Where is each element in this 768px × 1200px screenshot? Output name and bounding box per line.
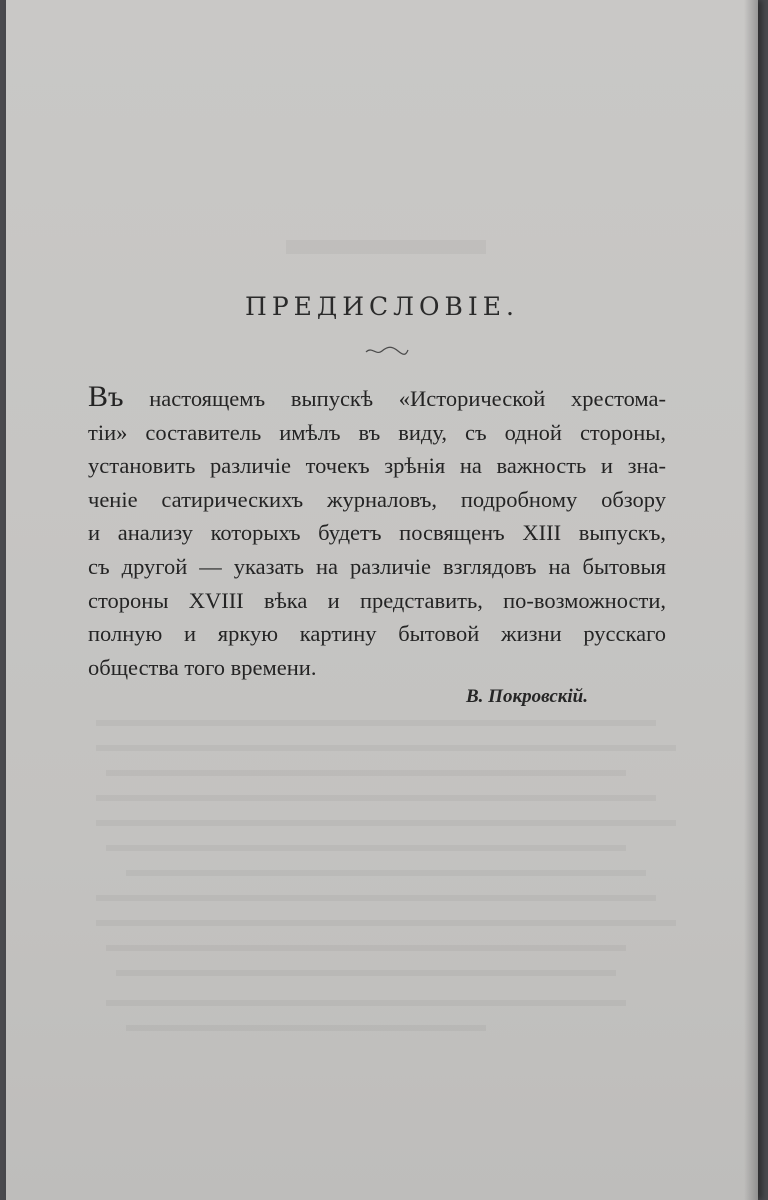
preface-paragraph: [88, 382, 666, 684]
paragraph-line: и анализу которыхъ будетъ посвященъ XIII выпускъ,: [88, 520, 666, 546]
ornament-flourish: [364, 346, 410, 356]
paragraph-line: общества того времени.: [88, 654, 317, 680]
drop-cap: Въ: [88, 380, 124, 413]
paragraph-line: ченіе сатирическихъ журналовъ, подробному обзору: [88, 486, 666, 512]
paragraph-line: съ другой — указать на различіе взглядовъ на бытовыя: [88, 553, 666, 579]
paragraph-line: установить различіе точекъ зрѣнія на важность и зна-: [88, 453, 666, 479]
paragraph-line: полную и яркую картину бытовой жизни русскаго: [88, 621, 666, 647]
book-page: [6, 0, 758, 1200]
author-signature: В. Покровскій.: [466, 686, 588, 707]
paragraph-line: стороны XVIII вѣка и представить, по-возможности,: [88, 587, 666, 613]
paragraph-line: тіи» составитель имѣлъ въ виду, съ одной стороны,: [88, 419, 666, 445]
paragraph-line: Въ настоящемъ выпускѣ «Исторической хрестома-: [88, 380, 666, 413]
page-title: ПРЕДИСЛОВІЕ.: [245, 292, 519, 321]
